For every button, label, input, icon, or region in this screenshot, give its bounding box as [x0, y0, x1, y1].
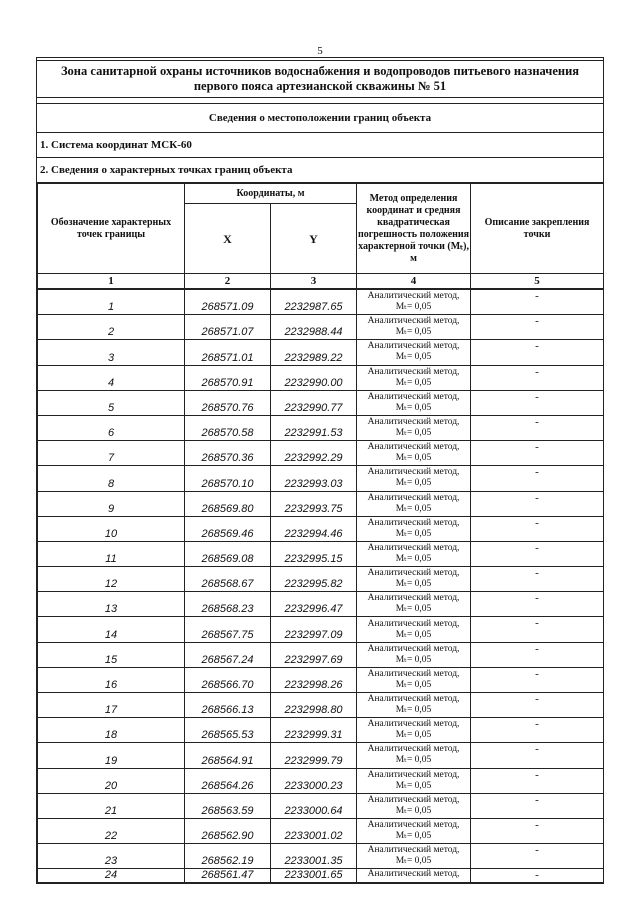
- coordinate-y: 2233001.02: [271, 818, 357, 843]
- method-text: Аналитический метод,: [367, 417, 460, 428]
- description-dash: -: [471, 516, 604, 541]
- coordinate-y: 2232987.65: [271, 289, 357, 315]
- description-dash: -: [471, 768, 604, 793]
- description-dash: -: [471, 693, 604, 718]
- coordinate-x: 268562.19: [185, 844, 271, 869]
- section-coordinate-system: 1. Система координат МСК-60: [37, 133, 603, 158]
- table-row: [38, 743, 604, 768]
- method-text: Аналитический метод,: [367, 467, 460, 478]
- coordinate-x: 268568.23: [185, 592, 271, 617]
- coordinate-x: 268571.09: [185, 289, 271, 315]
- method-cell: [357, 667, 471, 692]
- method-accuracy: Mₜ= 0,05: [395, 503, 432, 514]
- point-number: 19: [38, 743, 185, 768]
- point-number: 3: [38, 340, 185, 365]
- method-text: Аналитический метод,: [367, 668, 460, 679]
- table-row: [38, 541, 604, 566]
- coordinate-x: 268570.36: [185, 441, 271, 466]
- method-accuracy: Mₜ= 0,05: [395, 453, 432, 464]
- point-number: 12: [38, 567, 185, 592]
- method-cell: [357, 768, 471, 793]
- point-number: 8: [38, 466, 185, 491]
- table-body: [38, 289, 604, 883]
- coordinate-y: 2232998.80: [271, 693, 357, 718]
- method-accuracy: Mₜ= 0,05: [395, 604, 432, 615]
- method-text: Аналитический метод,: [367, 492, 460, 503]
- method-cell: [357, 415, 471, 440]
- method-accuracy: Mₜ= 0,05: [395, 478, 432, 489]
- column-number-1: 1: [38, 274, 185, 290]
- point-number: 2: [38, 315, 185, 340]
- description-dash: -: [471, 793, 604, 818]
- description-dash: -: [471, 718, 604, 743]
- coordinate-x: 268561.47: [185, 869, 271, 883]
- column-number-5: 5: [471, 274, 604, 290]
- coordinate-x: 268570.76: [185, 390, 271, 415]
- table-row: [38, 818, 604, 843]
- coordinate-x: 268571.01: [185, 340, 271, 365]
- table-row: [38, 315, 604, 340]
- method-text: Аналитический метод,: [367, 542, 460, 553]
- coordinate-x: 268568.67: [185, 567, 271, 592]
- coordinate-y: 2233000.23: [271, 768, 357, 793]
- description-dash: -: [471, 844, 604, 869]
- coordinate-y: 2232992.29: [271, 441, 357, 466]
- method-text: Аналитический метод,: [367, 769, 460, 780]
- method-text: Аналитический метод,: [367, 744, 460, 755]
- method-cell: [357, 516, 471, 541]
- method-cell: [357, 541, 471, 566]
- method-accuracy: Mₜ= 0,05: [395, 856, 432, 867]
- table-row: [38, 592, 604, 617]
- description-dash: -: [471, 541, 604, 566]
- coordinate-x: 268566.70: [185, 667, 271, 692]
- point-number: 11: [38, 541, 185, 566]
- title-line-1: Зона санитарной охраны источников водоснабжения и водопроводов питьевого назначения: [60, 64, 580, 78]
- coordinate-x: 268569.08: [185, 541, 271, 566]
- method-cell: [357, 289, 471, 315]
- coordinate-x: 268569.46: [185, 516, 271, 541]
- coordinate-y: 2232999.31: [271, 718, 357, 743]
- point-number: 21: [38, 793, 185, 818]
- description-dash: -: [471, 818, 604, 843]
- point-number: 4: [38, 365, 185, 390]
- point-number: 10: [38, 516, 185, 541]
- description-dash: -: [471, 617, 604, 642]
- method-accuracy: Mₜ= 0,05: [395, 805, 432, 816]
- point-number: 9: [38, 491, 185, 516]
- method-accuracy: Mₜ= 0,05: [395, 705, 432, 716]
- coordinate-x: 268567.24: [185, 642, 271, 667]
- description-dash: -: [471, 315, 604, 340]
- coordinate-y: 2233000.64: [271, 793, 357, 818]
- point-number: 17: [38, 693, 185, 718]
- table-row: [38, 693, 604, 718]
- coordinate-y: 2233001.35: [271, 844, 357, 869]
- method-text: Аналитический метод,: [367, 341, 460, 352]
- description-dash: -: [471, 642, 604, 667]
- point-number: 18: [38, 718, 185, 743]
- method-cell: [357, 441, 471, 466]
- method-accuracy: Mₜ= 0,05: [395, 755, 432, 766]
- coordinate-y: 2232990.00: [271, 365, 357, 390]
- table-row: [38, 667, 604, 692]
- coordinate-y: 2232998.26: [271, 667, 357, 692]
- method-text: Аналитический метод,: [367, 845, 460, 856]
- point-number: 23: [38, 844, 185, 869]
- coordinate-y: 2232999.79: [271, 743, 357, 768]
- description-dash: -: [471, 491, 604, 516]
- method-text: Аналитический метод,: [367, 568, 460, 579]
- table-row: [38, 390, 604, 415]
- method-cell: [357, 365, 471, 390]
- coordinate-y: 2233001.65: [271, 869, 357, 883]
- coordinate-x: 268569.80: [185, 491, 271, 516]
- table-row: [38, 289, 604, 315]
- point-number: 1: [38, 289, 185, 315]
- description-dash: -: [471, 869, 604, 883]
- header-method: Метод определения координат и средняя квадратическая погрешность положения характерной точки (Mₜ), м: [357, 184, 471, 274]
- coordinate-y: 2232988.44: [271, 315, 357, 340]
- point-number: 16: [38, 667, 185, 692]
- table-row: [38, 365, 604, 390]
- point-number: 24: [38, 869, 185, 883]
- description-dash: -: [471, 415, 604, 440]
- coordinate-y: 2232994.46: [271, 516, 357, 541]
- table-row: [38, 617, 604, 642]
- title-line-2: первого пояса артезианской скважины № 51: [193, 79, 447, 93]
- method-text: Аналитический метод,: [367, 794, 460, 805]
- coordinate-x: 268570.91: [185, 365, 271, 390]
- method-accuracy: Mₜ= 0,05: [395, 327, 432, 338]
- table-row: [38, 642, 604, 667]
- table-row: [38, 844, 604, 869]
- coordinate-x: 268571.07: [185, 315, 271, 340]
- method-text: Аналитический метод,: [367, 442, 460, 453]
- method-cell: [357, 617, 471, 642]
- description-dash: -: [471, 340, 604, 365]
- method-cell: [357, 491, 471, 516]
- coordinate-x: 268565.53: [185, 718, 271, 743]
- table-row: [38, 340, 604, 365]
- method-accuracy: Mₜ= 0,05: [395, 553, 432, 564]
- description-dash: -: [471, 365, 604, 390]
- table-row: [38, 441, 604, 466]
- method-cell: [357, 718, 471, 743]
- method-cell: [357, 793, 471, 818]
- boundary-points-table: [37, 183, 604, 883]
- point-number: 5: [38, 390, 185, 415]
- coordinate-y: 2232997.69: [271, 642, 357, 667]
- coordinate-x: 268564.26: [185, 768, 271, 793]
- method-text: Аналитический метод,: [367, 618, 460, 629]
- method-accuracy: Mₜ= 0,05: [395, 780, 432, 791]
- coordinate-x: 268563.59: [185, 793, 271, 818]
- table-row: [38, 466, 604, 491]
- method-cell: [357, 844, 471, 869]
- header-point-designation: Обозначение характерных точек границы: [38, 184, 185, 274]
- method-cell: [357, 315, 471, 340]
- description-dash: -: [471, 289, 604, 315]
- coordinate-x: 268570.10: [185, 466, 271, 491]
- table-row: [38, 567, 604, 592]
- coordinate-x: 268567.75: [185, 617, 271, 642]
- coordinate-x: 268562.90: [185, 818, 271, 843]
- method-cell: [357, 642, 471, 667]
- method-accuracy: Mₜ= 0,05: [395, 579, 432, 590]
- column-number-3: 3: [271, 274, 357, 290]
- table-row: [38, 718, 604, 743]
- section-boundary-points: 2. Сведения о характерных точках границ объекта: [37, 158, 603, 183]
- method-accuracy: Mₜ= 0,05: [395, 679, 432, 690]
- method-accuracy: Mₜ= 0,05: [395, 377, 432, 388]
- method-cell: [357, 592, 471, 617]
- header-y: Y: [271, 204, 357, 274]
- table-row: [38, 869, 604, 883]
- description-dash: -: [471, 592, 604, 617]
- point-number: 15: [38, 642, 185, 667]
- table-row: [38, 768, 604, 793]
- method-accuracy: Mₜ= 0,05: [395, 302, 432, 313]
- header-description: Описание закрепления точки: [471, 184, 604, 274]
- method-cell: [357, 340, 471, 365]
- method-accuracy: Mₜ= 0,05: [395, 528, 432, 539]
- coordinate-y: 2232993.03: [271, 466, 357, 491]
- coordinate-y: 2232996.47: [271, 592, 357, 617]
- method-accuracy: Mₜ= 0,05: [395, 629, 432, 640]
- coordinate-y: 2232995.15: [271, 541, 357, 566]
- method-text: Аналитический метод,: [367, 719, 460, 730]
- table-row: [38, 516, 604, 541]
- coordinate-x: 268570.58: [185, 415, 271, 440]
- method-accuracy: Mₜ= 0,05: [395, 831, 432, 842]
- point-number: 14: [38, 617, 185, 642]
- description-dash: -: [471, 667, 604, 692]
- method-text: Аналитический метод,: [367, 391, 460, 402]
- method-text: Аналитический метод,: [367, 820, 460, 831]
- method-cell: [357, 466, 471, 491]
- table-row: [38, 491, 604, 516]
- point-number: 6: [38, 415, 185, 440]
- method-cell: [357, 567, 471, 592]
- method-text: Аналитический метод,: [367, 593, 460, 604]
- method-text: Аналитический метод,: [367, 316, 460, 327]
- method-cell: [357, 693, 471, 718]
- method-cell: [357, 743, 471, 768]
- column-number-2: 2: [185, 274, 271, 290]
- description-dash: -: [471, 567, 604, 592]
- method-accuracy: Mₜ= 0,05: [395, 402, 432, 413]
- method-text: Аналитический метод,: [367, 643, 460, 654]
- point-number: 20: [38, 768, 185, 793]
- page-number: 5: [317, 45, 323, 57]
- coordinate-y: 2232995.82: [271, 567, 357, 592]
- method-accuracy: Mₜ= 0,05: [395, 428, 432, 439]
- method-text: Аналитический метод,: [367, 366, 460, 377]
- header-x: X: [185, 204, 271, 274]
- method-accuracy: Mₜ= 0,05: [395, 654, 432, 665]
- coordinate-y: 2232990.77: [271, 390, 357, 415]
- table-row: [38, 793, 604, 818]
- coordinate-y: 2232997.09: [271, 617, 357, 642]
- column-number-4: 4: [357, 274, 471, 290]
- document-subtitle: Сведения о местоположении границ объекта: [37, 103, 603, 133]
- coordinate-y: 2232993.75: [271, 491, 357, 516]
- coordinate-x: 268566.13: [185, 693, 271, 718]
- coordinate-y: 2232991.53: [271, 415, 357, 440]
- point-number: 22: [38, 818, 185, 843]
- method-text: Аналитический метод,: [367, 291, 460, 302]
- method-cell: [357, 390, 471, 415]
- document-sheet: [36, 57, 604, 884]
- method-cell: [357, 869, 471, 883]
- point-number: 13: [38, 592, 185, 617]
- method-cell: [357, 818, 471, 843]
- header-coordinates: Координаты, м: [185, 184, 357, 204]
- description-dash: -: [471, 390, 604, 415]
- description-dash: -: [471, 441, 604, 466]
- table-row: [38, 415, 604, 440]
- method-accuracy: Mₜ= 0,05: [395, 730, 432, 741]
- coordinate-x: 268564.91: [185, 743, 271, 768]
- document-title: [37, 60, 603, 98]
- method-accuracy: Mₜ= 0,05: [395, 352, 432, 363]
- point-number: 7: [38, 441, 185, 466]
- method-text: Аналитический метод,: [367, 869, 460, 880]
- description-dash: -: [471, 743, 604, 768]
- description-dash: -: [471, 466, 604, 491]
- method-text: Аналитический метод,: [367, 517, 460, 528]
- coordinate-y: 2232989.22: [271, 340, 357, 365]
- method-text: Аналитический метод,: [367, 694, 460, 705]
